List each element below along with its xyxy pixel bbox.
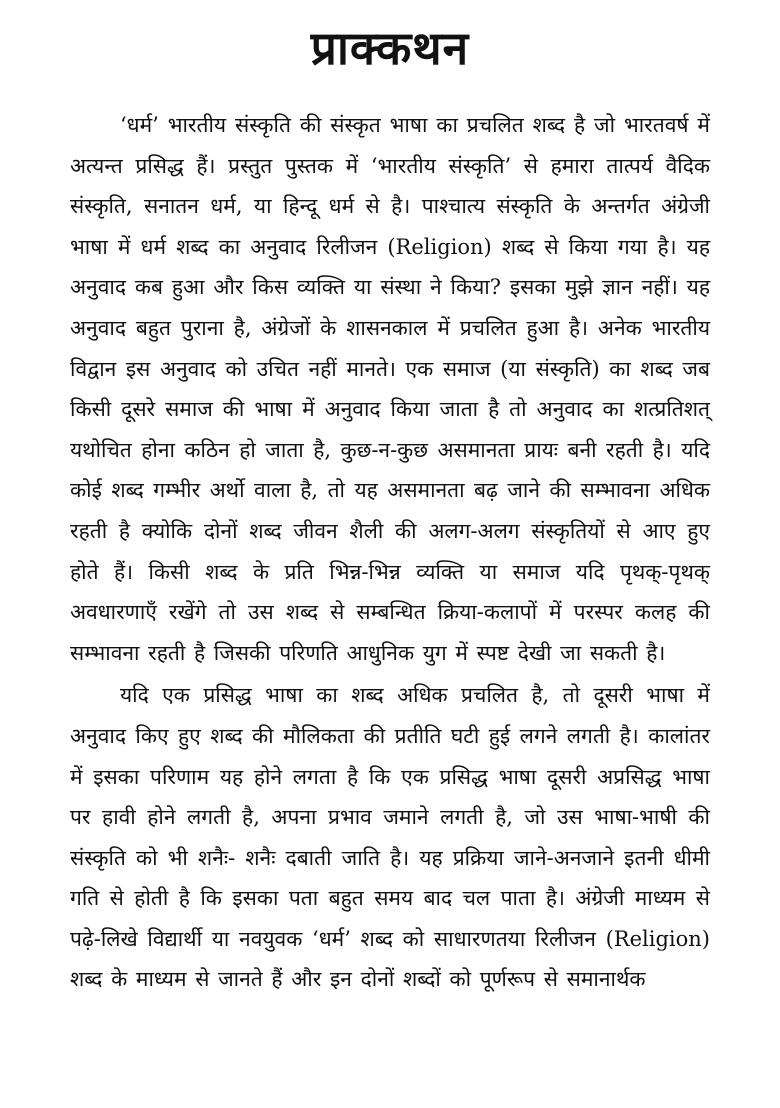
page-title: प्राक्कथन [310, 21, 470, 75]
paragraph-2: यदि एक प्रसिद्ध भाषा का शब्द अधिक प्रचलित है, तो दूसरी भाषा में अनुवाद किए हुए शब्द की मौलिकता की प्रतीति घटी हुई लगने लगती है। कालांतर में इसका परिणाम यह होने लगता है कि एक प्रसिद्ध भाषा दूसरी अप्रसिद्ध भाषा पर हावी होने लगती है, अपना प्रभाव जमाने लगती है, जो उस भाषा-भाषी की संस्कृति को भी शनैः- शनैः दबाती जाति है। यह प्रक्रिया जाने-अनजाने इतनी धीमी गति से होती है कि इसका पता बहुत समय बाद चल पाता है। अंग्रेजी माध्यम से पढ़े-लिखे विद्यार्थी या नवयुवक ‘धर्म’ शब्द को साधारणतया रिलीजन (Religion) शब्द के माध्यम से जानते हैं और इन दोनों शब्दों को पूर्णरूप से समानार्थक [70, 683, 710, 992]
body-text [70, 105, 710, 1000]
paragraph-1: ‘धर्म’ भारतीय संस्कृति की संस्कृत भाषा का प्रचलित शब्द है जो भारतवर्ष में अत्यन्त प्रसिद्ध हैं। प्रस्तुत पुस्तक में ‘भारतीय संस्कृति’ से हमारा तात्पर्य वैदिक संस्कृति, सनातन धर्म, या हिन्दू धर्म से है। पाश्चात्य संस्कृति के अन्तर्गत अंग्रेजी भाषा में धर्म शब्द का अनुवाद रिलीजन (Religion) शब्द से किया गया है। यह अनुवाद कब हुआ और किस व्यक्ति या संस्था ने किया? इसका मुझे ज्ञान नहीं। यह अनुवाद बहुत पुराना है, अंग्रेजों के शासनकाल में प्रचलित हुआ है। अनेक भारतीय विद्वान इस अनुवाद को उचित नहीं मानते। एक समाज (या संस्कृति) का शब्द जब किसी दूसरे समाज की भाषा में अनुवाद किया जाता है तो अनुवाद का शत्प्रतिशत् यथोचित होना कठिन हो जाता है, कुछ-न-कुछ असमानता प्रायः बनी रहती है। यदि कोई शब्द गम्भीर अर्थो वाला है, तो यह असमानता बढ़ जाने की सम्भावना अधिक रहती है क्योकि दोनों शब्द जीवन शैली की अलग-अलग संस्कृतियों से आए हुए होते हैं। किसी शब्द के प्रति भिन्न-भिन्न व्यक्ति या समाज यदि पृथक्-पृथक् अवधारणाएँ रखेंगे तो उस शब्द से सम्बन्धित क्रिया-कलापों में परस्पर कलह की सम्भावना रहती है जिसकी परिणति आधुनिक युग में स्पष्ट देखी जा सकती है। [70, 113, 710, 665]
